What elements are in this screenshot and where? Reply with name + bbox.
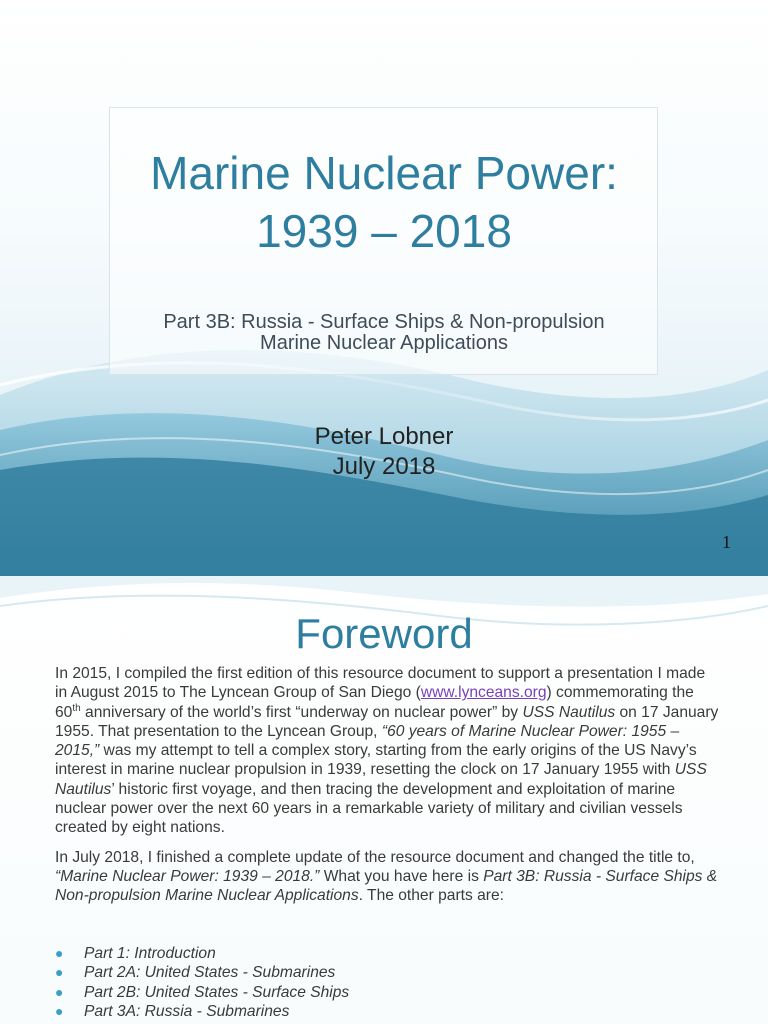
title-line-1: Marine Nuclear Power: <box>150 147 618 199</box>
parts-list <box>55 944 720 1021</box>
part-label: Part 1: Introduction <box>84 945 216 962</box>
presentation-title-quote: “60 years of Marine Nuclear Power: 1955 – 2015,” <box>55 722 680 760</box>
ship-name: USS Nautilus <box>522 703 616 721</box>
text-run: on 17 January 1955. That presentation to the Lyncean Group, <box>55 703 719 740</box>
ship-name: USS Nautilus <box>55 761 707 798</box>
slide-number: 1 <box>722 532 731 552</box>
part-label: Part 2B: United States - Surface Ships <box>84 983 350 1001</box>
text-run: ) commemorating the 60 <box>55 684 694 721</box>
presentation-date: July 2018 <box>332 453 436 480</box>
author-block <box>0 422 768 482</box>
lynceans-link[interactable]: www.lynceans.org <box>420 684 547 702</box>
document-title-quote: “Marine Nuclear Power: 1939 – 2018.” <box>55 867 320 885</box>
list-item <box>55 983 720 1002</box>
text-run: In July 2018, I finished a complete update of the resource document and changed the title to, <box>55 848 695 866</box>
subtitle-line-2: Marine Nuclear Applications <box>260 332 508 354</box>
presentation-subtitle <box>0 312 768 354</box>
text-run: ’ historic first voyage, and then tracing the development and exploitation of marine nuclear power over the next 60 years in a remarkable variety of military and civilian vessels created by eight nations. <box>55 780 683 837</box>
text-run: In 2015, I compiled the first edition of this resource document to support a presentation I made in August 2015 to The Lyncean Group of San Diego ( <box>55 665 706 702</box>
list-item <box>55 944 720 963</box>
presentation-title <box>0 144 768 260</box>
title-line-2: 1939 – 2018 <box>256 205 512 257</box>
foreword-paragraph-2 <box>55 848 720 906</box>
foreword-body <box>55 664 720 916</box>
foreword-slide <box>0 576 768 1024</box>
part-label: Part 3A: Russia - Submarines <box>84 1002 290 1020</box>
bullet-icon: ● <box>55 964 64 981</box>
subtitle-line-1: Part 3B: Russia - Surface Ships & Non-propulsion <box>163 311 605 333</box>
text-run: was my attempt to tell a complex story, starting from the early origins of the US Navy’s interest in marine nuclear propulsion in 1939, resetting the clock on 17 January 1955 with <box>55 742 697 779</box>
bullet-icon: ● <box>55 945 64 961</box>
text-run: . The other parts are: <box>358 887 504 905</box>
part-label: Part 2A: United States - Submarines <box>84 964 336 982</box>
list-item <box>55 1002 720 1021</box>
foreword-heading: Foreword <box>295 610 473 657</box>
text-run: What you have here is <box>319 867 484 885</box>
text-run: anniversary of the world’s first “underway on nuclear power” by <box>80 703 523 721</box>
bullet-icon: ● <box>55 983 64 1000</box>
foreword-paragraph-1 <box>55 664 720 838</box>
author-name: Peter Lobner <box>314 423 454 450</box>
part-title: Part 3B: Russia - Surface Ships & Non-propulsion Marine Nuclear Applications <box>55 867 718 905</box>
bullet-icon: ● <box>55 1002 64 1019</box>
ordinal-suffix: th <box>72 702 81 714</box>
list-item <box>55 963 720 982</box>
